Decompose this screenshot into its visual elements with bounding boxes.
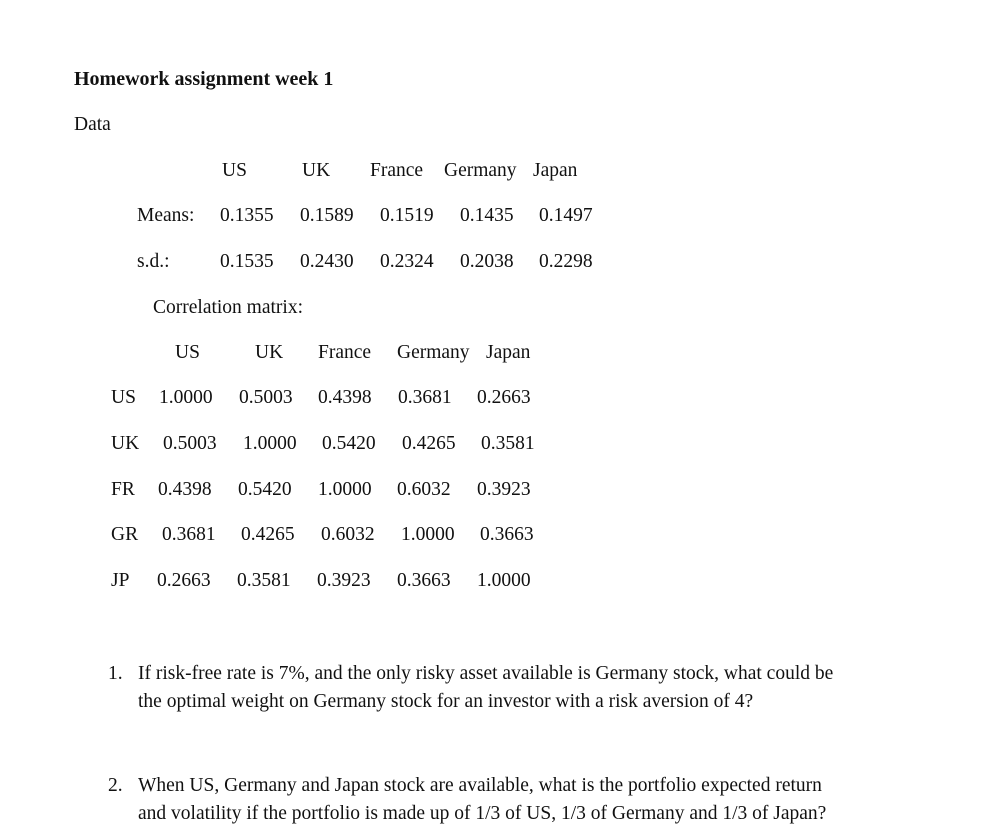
question-number: 1.: [108, 663, 123, 684]
means-value: 0.1435: [460, 205, 514, 226]
corr-row-label: JP: [111, 570, 130, 591]
question-2: [108, 772, 988, 832]
corr-cell: 1.0000: [401, 524, 455, 545]
means-value: 0.1589: [300, 205, 354, 226]
corr-cell: 1.0000: [477, 570, 531, 591]
means-value: 0.1519: [380, 205, 434, 226]
corr-row-label: UK: [111, 433, 140, 454]
corr-cell: 1.0000: [243, 433, 297, 454]
question-text-line: If risk-free rate is 7%, and the only risky asset available is Germany stock, what could be: [138, 663, 834, 684]
corr-cell: 0.2663: [157, 570, 211, 591]
corr-cell: 0.3581: [237, 570, 291, 591]
corr-row-label: US: [111, 387, 136, 408]
page-title: Homework assignment week 1: [74, 68, 334, 90]
corr-cell: 0.3923: [477, 479, 531, 500]
sd-value: 0.2324: [380, 251, 434, 272]
summary-header: Japan: [533, 160, 578, 181]
corr-header: Germany: [397, 342, 470, 363]
corr-cell: 0.5003: [163, 433, 217, 454]
question-text-line: the optimal weight on Germany stock for an investor with a risk aversion of 4?: [138, 691, 754, 712]
means-label: Means:: [137, 205, 195, 226]
corr-cell: 0.3663: [397, 570, 451, 591]
corr-cell: 0.4398: [158, 479, 212, 500]
means-value: 0.1355: [220, 205, 274, 226]
corr-cell: 0.4265: [241, 524, 295, 545]
question-1: [108, 660, 988, 720]
corr-cell: 0.2663: [477, 387, 531, 408]
corr-header: UK: [255, 342, 284, 363]
sd-value: 0.2430: [300, 251, 354, 272]
means-value: 0.1497: [539, 205, 593, 226]
corr-row-label: GR: [111, 524, 139, 545]
summary-header: UK: [302, 160, 331, 181]
corr-header: US: [175, 342, 200, 363]
corr-cell: 0.4265: [402, 433, 456, 454]
corr-cell: 1.0000: [318, 479, 372, 500]
sd-value: 0.2038: [460, 251, 514, 272]
summary-header: France: [370, 160, 424, 181]
corr-cell: 0.3923: [317, 570, 371, 591]
question-number: 2.: [108, 775, 123, 796]
data-label: Data: [74, 114, 111, 135]
summary-header: US: [222, 160, 247, 181]
corr-cell: 0.3681: [162, 524, 216, 545]
corr-cell: 1.0000: [159, 387, 213, 408]
corr-cell: 0.3663: [480, 524, 534, 545]
corr-header: Japan: [486, 342, 531, 363]
corr-cell: 0.6032: [397, 479, 451, 500]
sd-label: s.d.:: [137, 251, 170, 272]
corr-cell: 0.3681: [398, 387, 452, 408]
summary-header: Germany: [444, 160, 517, 181]
correlation-label: Correlation matrix:: [153, 297, 304, 318]
corr-cell: 0.4398: [318, 387, 372, 408]
sd-value: 0.1535: [220, 251, 274, 272]
corr-header: France: [318, 342, 372, 363]
corr-cell: 0.3581: [481, 433, 535, 454]
corr-cell: 0.5003: [239, 387, 293, 408]
corr-row-label: FR: [111, 479, 135, 500]
question-text-line: and volatility if the portfolio is made up of 1/3 of US, 1/3 of Germany and 1/3 of Japan?: [138, 803, 827, 824]
corr-cell: 0.5420: [238, 479, 292, 500]
sd-value: 0.2298: [539, 251, 593, 272]
corr-cell: 0.6032: [321, 524, 375, 545]
corr-cell: 0.5420: [322, 433, 376, 454]
question-text-line: When US, Germany and Japan stock are available, what is the portfolio expected return: [138, 775, 822, 796]
